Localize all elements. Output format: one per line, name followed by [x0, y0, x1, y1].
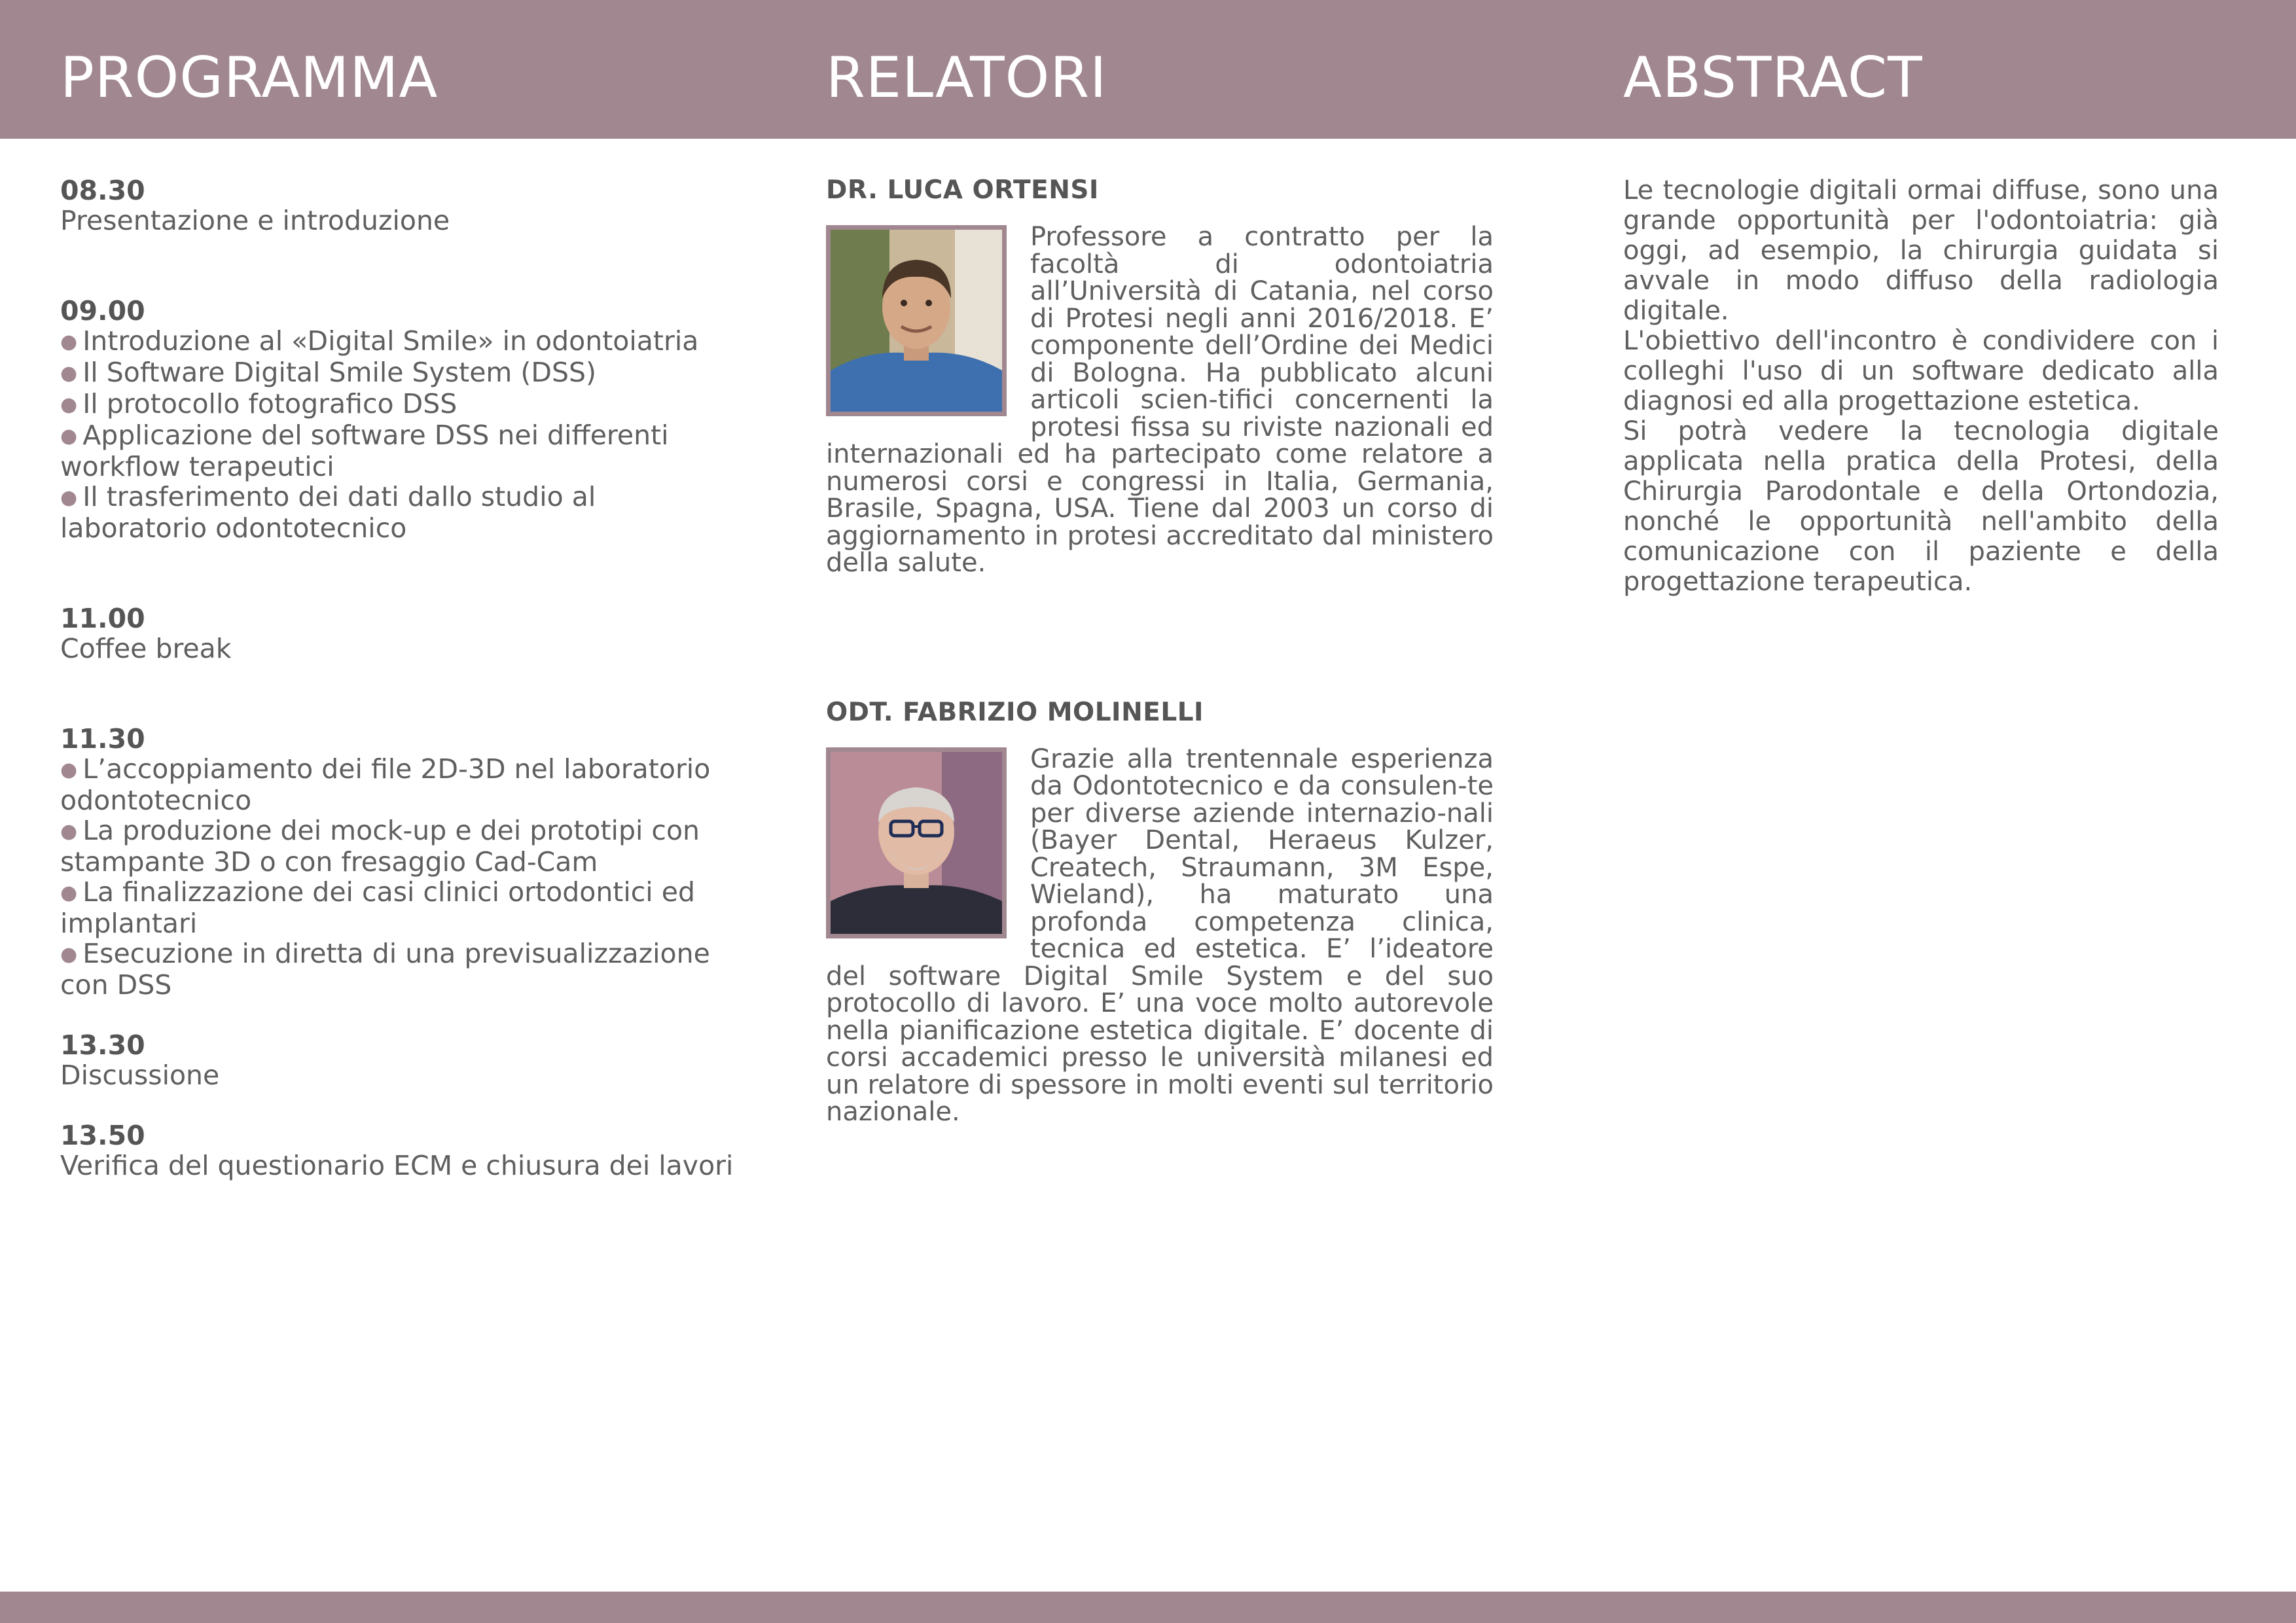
slot-time: 13.30 [60, 1029, 145, 1061]
relatori-heading: RELATORI [826, 45, 1107, 111]
schedule-slot [60, 1120, 747, 1181]
schedule-slot [60, 603, 747, 664]
bullet-icon: ● [60, 758, 78, 781]
slot-time: 09.00 [60, 295, 145, 327]
slot-item: Coffee break [60, 633, 232, 664]
abstract-paragraph: Si potrà vedere la tecnologia digitale applicata nella pratica della Protesi, della Chirurgia Parodontale e della Ortondozia, nonché le opportunità nell'ambito della comunicazione con il paziente e della progettazione terapeutica. [1623, 416, 2219, 597]
speaker-bio: Grazie alla trentennale esperienza da Odontotecnico e da consulen-te per diverse aziende internazio-nali (Bayer Dental, Heraeus Kulzer, Createch, Straumann, 3M Espe, Wieland), ha maturato una profonda competenza clinica, tecnica ed estetica. E’ l’ideatore del software Digital Smile System e del suo protocollo di lavoro. E’ una voce molto autorevole nella pianificazione estetica digitale. E’ docente di corsi accademici presso le università milanesi ed un relatore di spessore in molti eventi sul territorio nazionale. [826, 743, 1494, 1127]
bullet-icon: ● [60, 820, 78, 843]
bullet-icon: ● [60, 393, 78, 416]
speaker-card [826, 175, 1494, 577]
speaker-photo [826, 225, 1007, 416]
relatori-column [826, 175, 1494, 1126]
slot-item: Presentazione e introduzione [60, 205, 450, 236]
abstract-paragraph: L'obiettivo dell'incontro è condividere con i colleghi l'uso di un software dedicato alla diagnosi ed alla progettazione estetica. [1623, 326, 2219, 416]
abstract-heading: ABSTRACT [1623, 45, 1923, 111]
bullet-icon: ● [60, 330, 78, 353]
speaker-name: ODT. FABRIZIO MOLINELLI [826, 697, 1204, 727]
list-item: ● La finalizzazione dei casi clinici ortodontici ed implantari [60, 876, 695, 939]
bullet-icon: ● [60, 486, 78, 509]
abstract-paragraph: Le tecnologie digitali ormai diffuse, sono una grande opportunità per l'odontoiatria: già oggi, ad esempio, la chirurgia guidata si avvale in modo diffuso della radiologia digitale. [1623, 175, 2219, 326]
bullet-icon: ● [60, 943, 78, 966]
schedule-slot [60, 1030, 747, 1090]
speaker-portrait-icon [831, 230, 1002, 412]
schedule-slot [60, 175, 747, 236]
programma-column [60, 175, 747, 1181]
speaker-portrait-icon [831, 752, 1002, 934]
schedule-slot [60, 724, 747, 1000]
slot-item: Discussione [60, 1060, 220, 1091]
list-item: ● La produzione dei mock-up e dei prototipi con stampante 3D o con fresaggio Cad-Cam [60, 815, 700, 878]
schedule-slot [60, 296, 747, 543]
bullet-icon: ● [60, 882, 78, 904]
list-item: ● Il trasferimento dei dati dallo studio al laboratorio odontotecnico [60, 481, 596, 544]
slot-item: Verifica del questionario ECM e chiusura dei lavori [60, 1150, 734, 1181]
speaker-name: DR. LUCA ORTENSI [826, 175, 1099, 205]
programma-heading: PROGRAMMA [60, 45, 439, 111]
speaker-card [826, 698, 1494, 1126]
speaker-bio: Professore a contratto per la facoltà di odontoiatria all’Università di Catania, nel corso di Protesi negli anni 2016/2018. E’ componente dell’Ordine dei Medici di Bologna. Ha pubblicato alcuni articoli scien-tifici concernenti la protesi fissa su riviste nazionali ed internazionali ed ha partecipato come relatore a numerosi corsi e congressi in Italia, Germania, Brasile, Spagna, USA. Tiene dal 2003 un corso di aggiornamento in protesi accreditato dal ministero della salute. [826, 222, 1494, 578]
list-item: ● Applicazione del software DSS nei differenti workflow terapeutici [60, 419, 669, 482]
slot-time: 13.50 [60, 1120, 145, 1151]
list-item: ● Introduzione al «Digital Smile» in odontoiatria [60, 325, 699, 357]
bullet-icon: ● [60, 362, 78, 385]
list-item: ● Il protocollo fotografico DSS [60, 388, 457, 419]
list-item: ● Il Software Digital Smile System (DSS) [60, 357, 597, 388]
speaker-photo [826, 747, 1007, 938]
bullet-icon: ● [60, 425, 78, 448]
footer-band [0, 1592, 2296, 1623]
slot-time: 08.30 [60, 175, 145, 206]
abstract-column [1623, 175, 2219, 597]
list-item: ● L’accoppiamento dei file 2D-3D nel laboratorio odontotecnico [60, 753, 711, 816]
slot-time: 11.30 [60, 723, 145, 755]
list-item: ● Esecuzione in diretta di una previsualizzazione con DSS [60, 938, 710, 1001]
slot-time: 11.00 [60, 603, 145, 634]
